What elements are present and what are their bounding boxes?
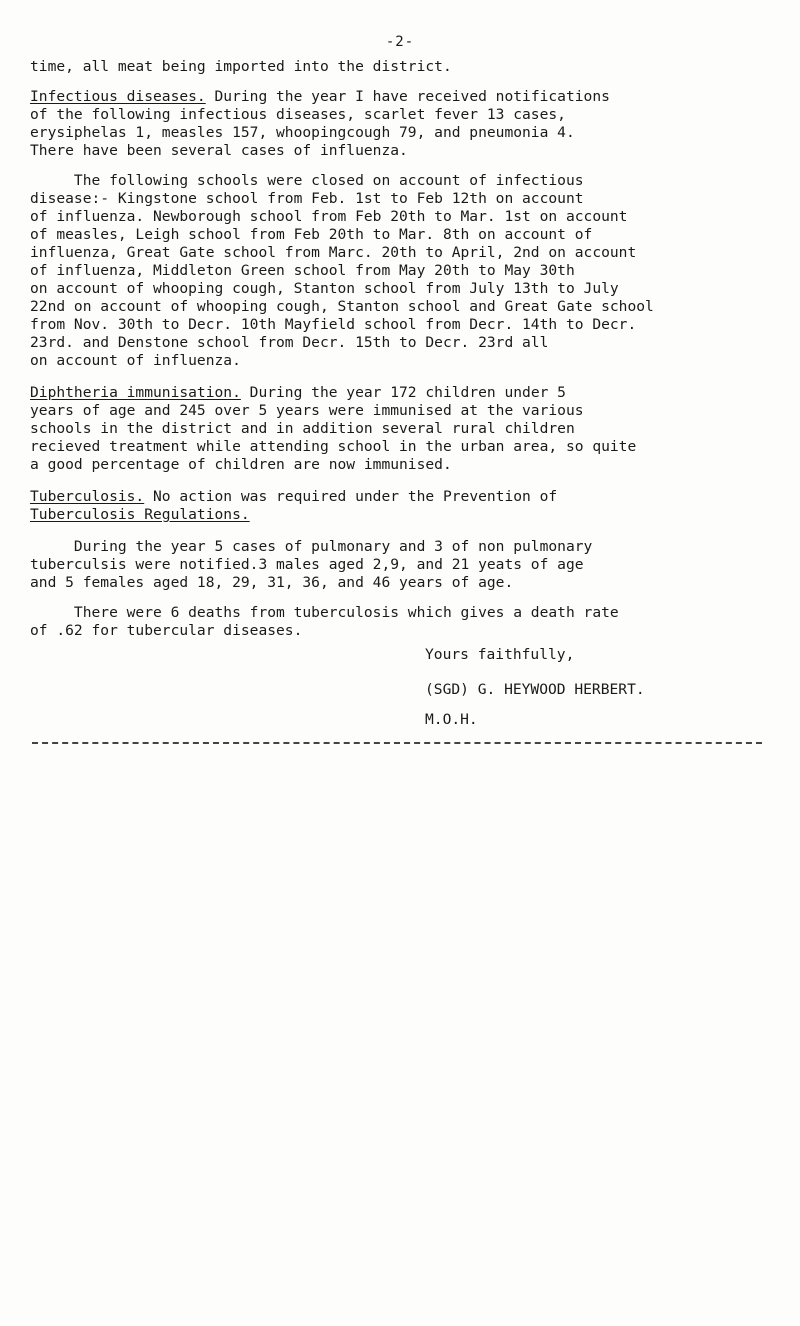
infectious-heading: Infectious diseases. (30, 88, 206, 105)
intro-line: time, all meat being imported into the district. (30, 58, 452, 75)
tb-deaths-line-1: There were 6 deaths from tuberculosis which gives a death rate (30, 604, 619, 621)
infectious-paragraph-line-1 (30, 88, 610, 106)
tuberculosis-heading: Tuberculosis. (30, 488, 145, 505)
tuberculosis-line-2: Tuberculosis Regulations. (30, 506, 250, 523)
tuberculosis-line-1: No action was required under the Prevention of (144, 488, 558, 505)
diphtheria-line-2: years of age and 245 over 5 years were immunised at the various (30, 402, 584, 419)
infectious-line-3: erysiphelas 1, measles 157, whoopingcough 79, and pneumonia 4. (30, 124, 575, 141)
tb-cases-line-1: During the year 5 cases of pulmonary and 3 of non pulmonary (30, 538, 593, 555)
schools-line-11: on account of influenza. (30, 352, 241, 369)
signature-name: (SGD) G. HEYWOOD HERBERT. (425, 681, 645, 698)
schools-line-9: from Nov. 30th to Decr. 10th Mayfield school from Decr. 14th to Decr. (30, 316, 637, 333)
diphtheria-line-3: schools in the district and in addition several rural children (30, 420, 575, 437)
diphtheria-line-4: recieved treatment while attending school in the urban area, so quite (30, 438, 637, 455)
dashed-divider (32, 742, 762, 744)
schools-line-4: of measles, Leigh school from Feb 20th to Mar. 8th on account of (30, 226, 593, 243)
diphtheria-heading: Diphtheria immunisation. (30, 384, 241, 401)
schools-line-3: of influenza. Newborough school from Feb 20th to Mar. 1st on account (30, 208, 628, 225)
diphtheria-paragraph-line-1 (30, 384, 566, 402)
page-number: -2- (385, 34, 415, 50)
signature-title: M.O.H. (425, 711, 478, 728)
signature-closing: Yours faithfully, (425, 646, 575, 663)
schools-line-7: on account of whooping cough, Stanton school from July 13th to July (30, 280, 619, 297)
infectious-line-2: of the following infectious diseases, scarlet fever 13 cases, (30, 106, 566, 123)
schools-line-1: The following schools were closed on account of infectious (30, 172, 584, 189)
tb-cases-line-2: tuberculsis were notified.3 males aged 2,9, and 21 yeats of age (30, 556, 584, 573)
tb-cases-line-3: and 5 females aged 18, 29, 31, 36, and 46 years of age. (30, 574, 514, 591)
infectious-line-1: During the year I have received notifications (205, 88, 610, 105)
schools-line-8: 22nd on account of whooping cough, Stanton school and Great Gate school (30, 298, 654, 315)
diphtheria-line-1: During the year 172 children under 5 (240, 384, 566, 401)
tuberculosis-paragraph-line-1 (30, 488, 557, 506)
schools-line-10: 23rd. and Denstone school from Decr. 15th to Decr. 23rd all (30, 334, 549, 351)
schools-line-2: disease:- Kingstone school from Feb. 1st to Feb 12th on account (30, 190, 584, 207)
diphtheria-line-5: a good percentage of children are now immunised. (30, 456, 452, 473)
tb-deaths-line-2: of .62 for tubercular diseases. (30, 622, 303, 639)
infectious-line-4: There have been several cases of influenza. (30, 142, 408, 159)
schools-line-5: influenza, Great Gate school from Marc. 20th to April, 2nd on account (30, 244, 637, 261)
schools-line-6: of influenza, Middleton Green school from May 20th to May 30th (30, 262, 575, 279)
